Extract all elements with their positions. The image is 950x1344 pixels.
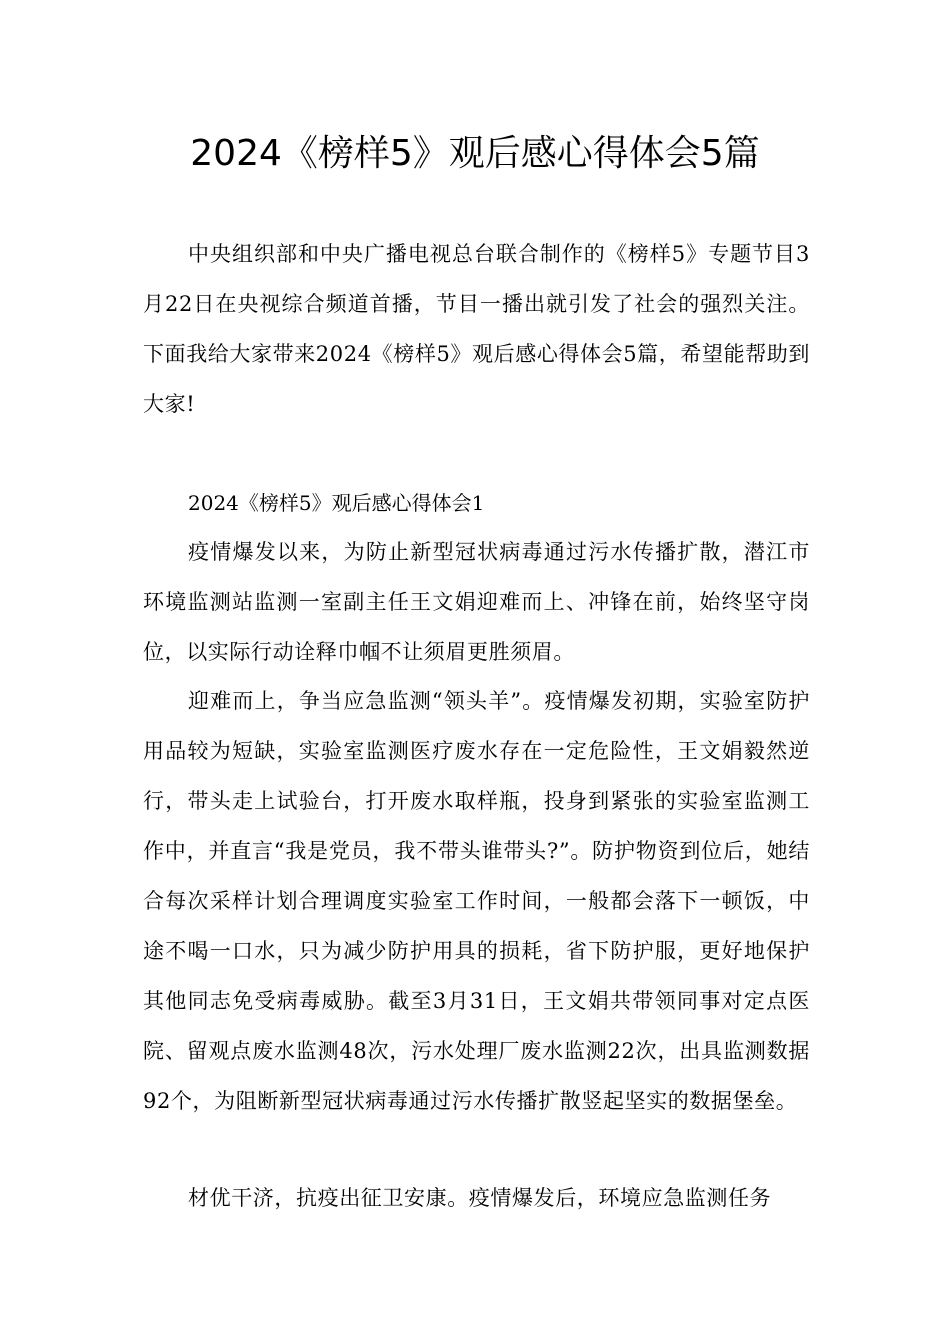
body-paragraph-2: 迎难而上，争当应急监测“领头羊”。疫情爆发初期，实验室防护用品较为短缺，实验室监测医疗废水存在一定危险性，王文娟毅然逆行，带头走上试验台，打开废水取样瓶，投身到紧张的实验室监测工作中，并直言“我是党员，我不带头谁带头?”。防护物资到位后，她结合每次采样计划合理调度实验室工作时间，一般都会落下一顿饭，中途不喝一口水，只为减少防护用具的损耗，省下防护服，更好地保护其他同志免受病毒威胁。截至3月31日，王文娟共带领同事对定点医院、留观点废水监测48次，污水处理厂废水监测22次，出具监测数据92个，为阻断新型冠状病毒通过污水传播扩散竖起坚实的数据堡垒。 [143, 689, 810, 1113]
intro-paragraph: 中央组织部和中央广播电视总台联合制作的《榜样5》专题节目3月22日在央视综合频道首播，节目一播出就引发了社会的强烈关注。下面我给大家带来2024《榜样5》观后感心得体会5篇，希望能帮助到大家! [143, 242, 810, 416]
body-paragraph-3: 材优干济，抗疫出征卫安康。疫情爆发后，环境应急监测任务 [188, 1186, 772, 1210]
section-heading: 2024《榜样5》观后感心得体会1 [188, 491, 485, 515]
document-title: 2024《榜样5》观后感心得体会5篇 [190, 133, 760, 174]
body-paragraph-1: 疫情爆发以来，为防止新型冠状病毒通过污水传播扩散，潜江市环境监测站监测一室副主任王文娟迎难而上、冲锋在前，始终坚守岗位，以实际行动诠释巾帼不让须眉更胜须眉。 [143, 540, 810, 664]
